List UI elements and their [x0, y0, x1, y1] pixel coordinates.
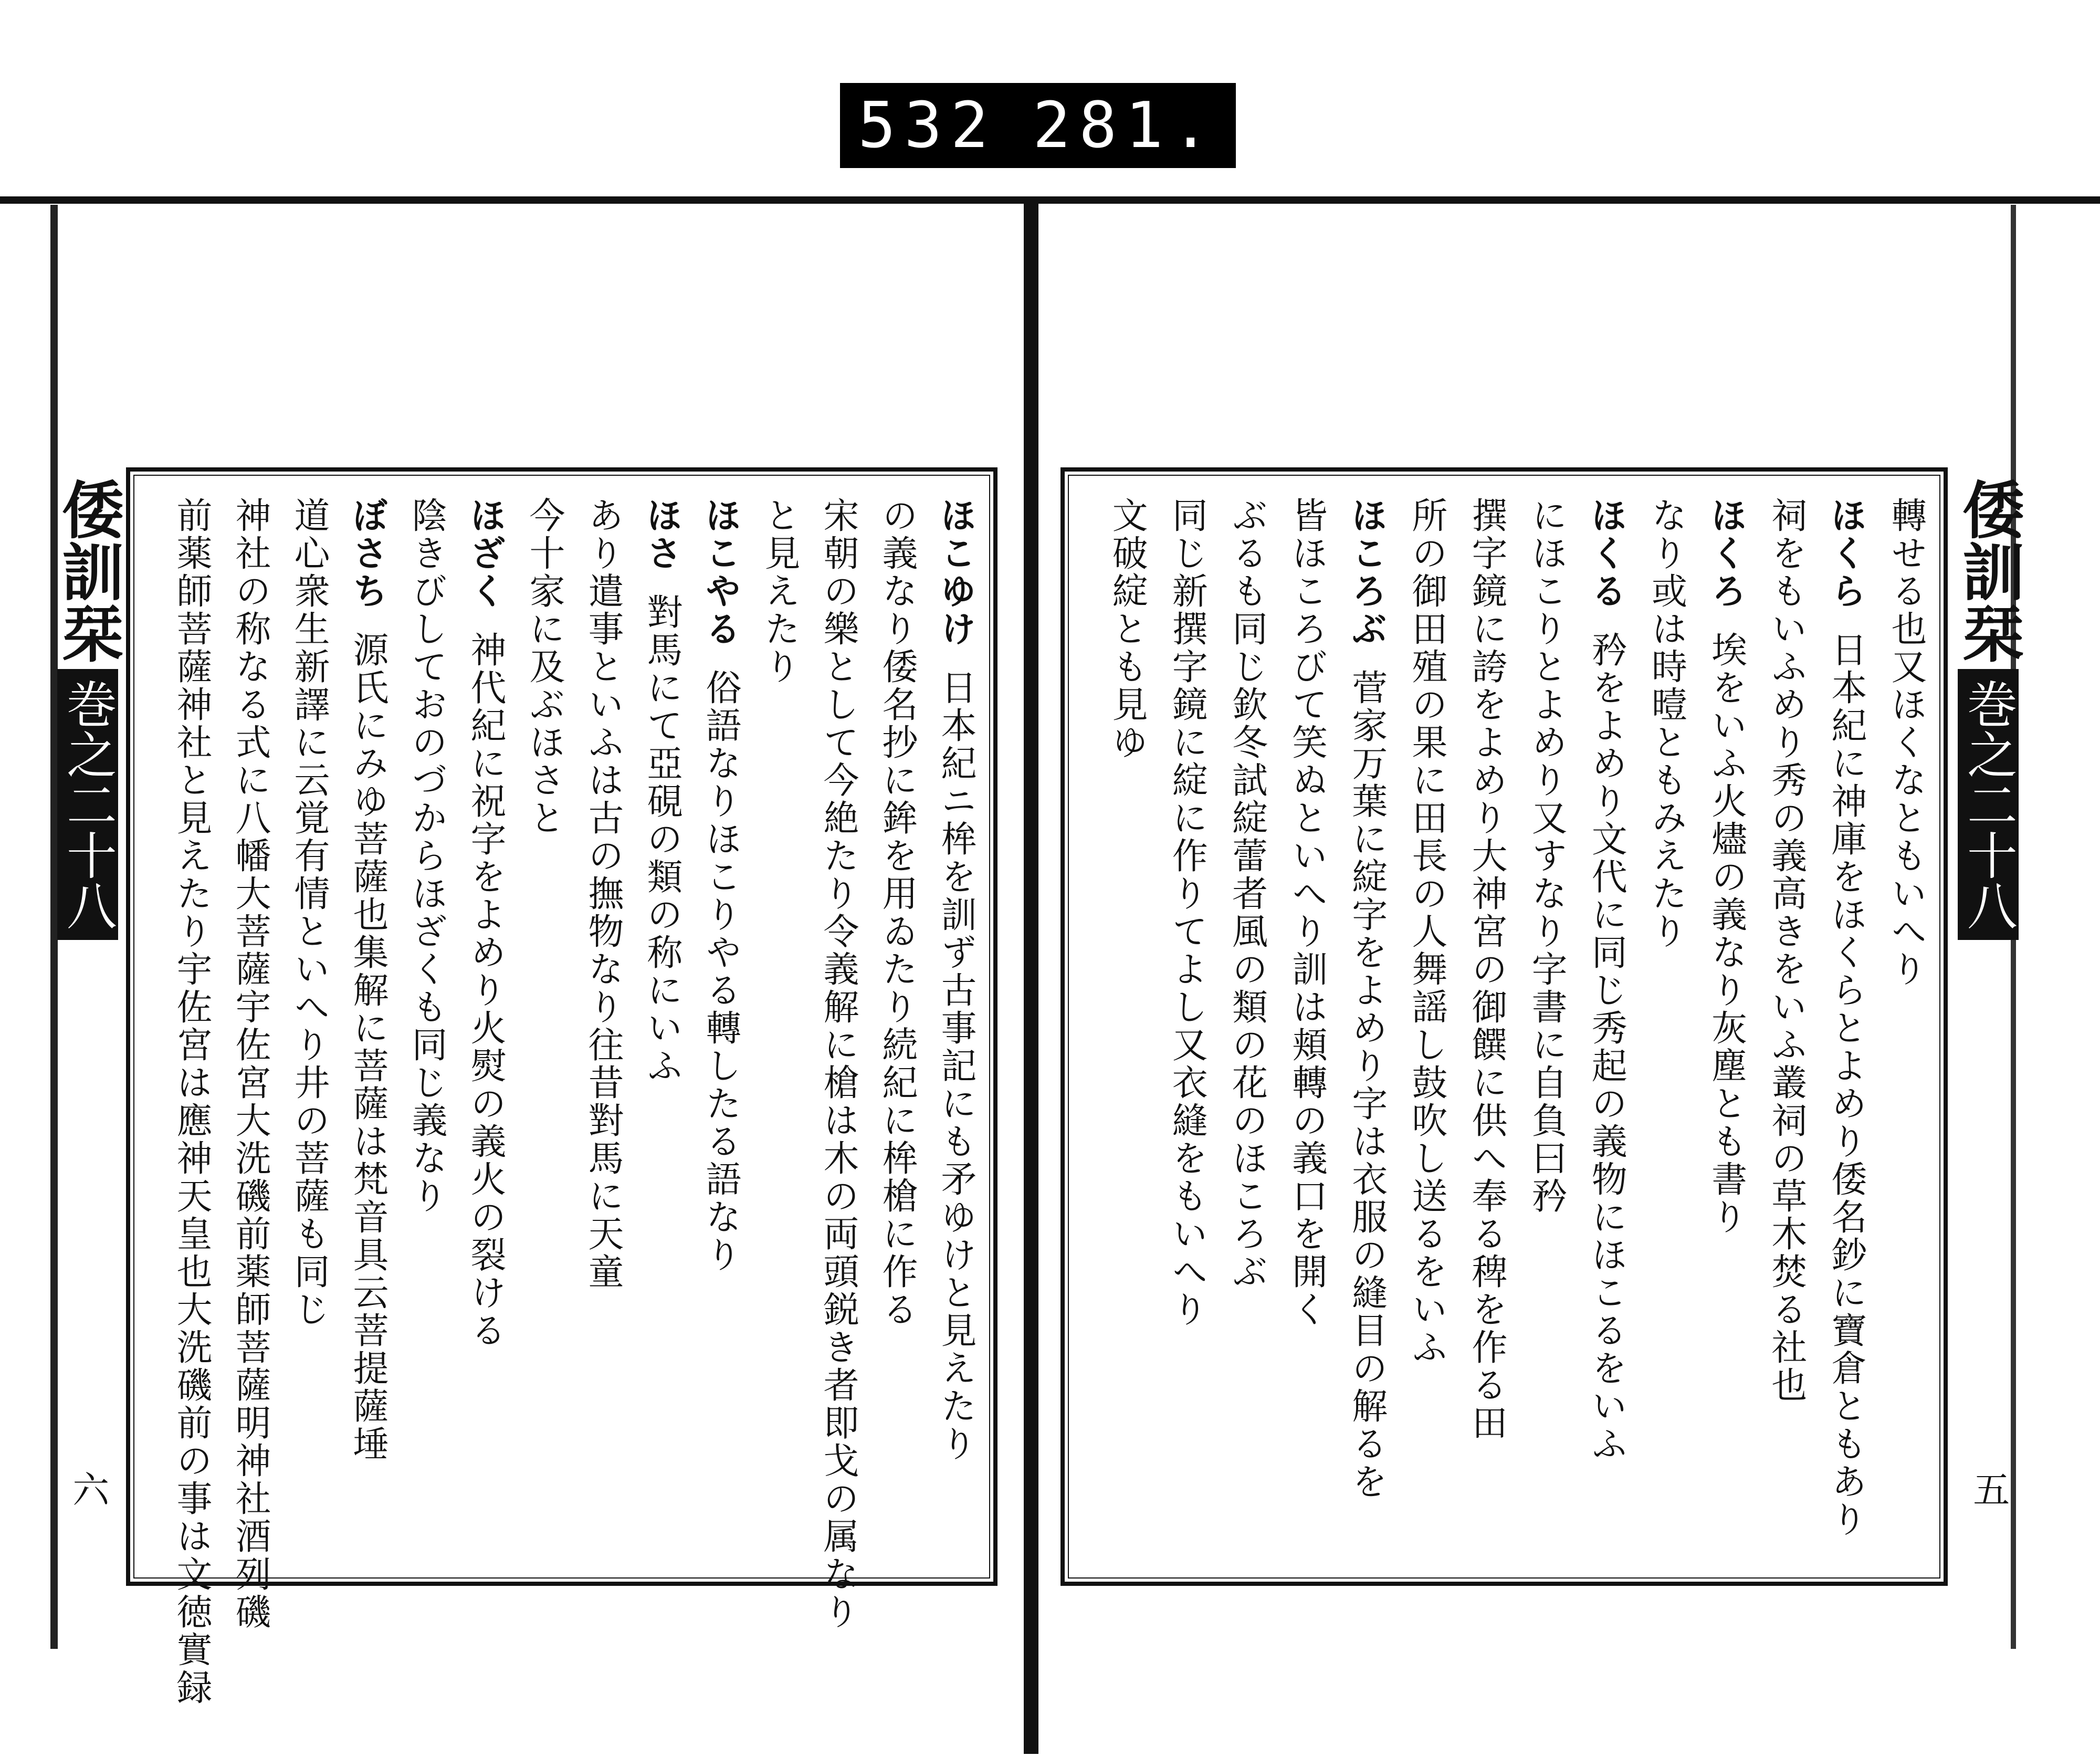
entry-text: 祠をもいふめり秀の義高きをいふ叢祠の草木焚る社也: [1765, 497, 1807, 1404]
headword: ほさ: [640, 497, 682, 572]
text-column: [1286, 497, 1328, 1329]
text-column: [759, 497, 800, 686]
entry-text: なり或は時曀ともみえたり: [1645, 497, 1687, 950]
book-title: 倭訓栞: [1951, 478, 2025, 664]
book-title: 倭訓栞: [51, 478, 124, 664]
headword: ほくら: [1824, 497, 1867, 610]
text-column: [288, 497, 330, 1329]
entry-text: 菅家万葉に綻字をよめり字は衣服の縫目の解るを: [1346, 669, 1388, 1501]
text-column: [1824, 497, 1867, 1539]
reel-number: 532: [858, 89, 997, 162]
text-column: [1645, 497, 1687, 950]
headword: ほざく: [464, 497, 506, 610]
folio-number: 五: [1967, 1470, 2010, 1507]
entry-text: ぶるも同じ欽冬試綻蕾者風の類の花のほころぶ: [1226, 497, 1268, 1291]
headword: ほこやる: [699, 497, 741, 648]
entry-text: 撰字鏡に誇をよめり大神宮の御饌に供へ奉る稗を作る田: [1466, 497, 1507, 1442]
left-page-edge-title: [48, 478, 127, 1570]
entry-text: 日本紀に神庫をほくらとよめり倭名鈔に寶倉ともあり: [1825, 631, 1867, 1539]
entry-text: 道心衆生新譯に云覚有情といへり井の菩薩も同じ: [288, 497, 330, 1329]
text-column: [464, 497, 506, 1350]
text-column: [699, 497, 741, 1274]
text-column: [1585, 497, 1628, 1463]
text-column: [1526, 497, 1568, 1215]
headword: ほくる: [1585, 497, 1628, 610]
text-column: [817, 497, 859, 1631]
text-column: [640, 497, 682, 1085]
entry-text: 轉せる也又ほくなともいへり: [1885, 497, 1927, 988]
entry-text: 對馬にて亞硯の類の称にいふ: [641, 593, 682, 1085]
entry-text: にほこりとよめり又すなり字書に自負曰矜: [1526, 497, 1568, 1215]
text-column: [1345, 497, 1388, 1501]
entry-text: 宋朝の樂として今絶たり令義解に槍は木の両頭鋭き者即戈の属なり: [817, 497, 859, 1631]
text-column: [1106, 497, 1148, 761]
entry-text: 矜をよめり文代に同じ秀起の義物にほこるをいふ: [1586, 631, 1628, 1463]
entry-text: 日本紀ニ桙を訓ず古事記にも矛ゆけと見えたり: [935, 669, 976, 1463]
right-page: [1060, 467, 1948, 1586]
entry-text: の義なり倭名抄に鉾を用ゐたり続紀に桙槍に作る: [876, 497, 918, 1329]
text-column: [934, 497, 976, 1463]
binding-rule: [0, 196, 2100, 204]
text-column: [1885, 497, 1927, 988]
text-column: [1226, 497, 1268, 1291]
text-column: [1466, 497, 1507, 1442]
entry-text: 前薬師菩薩神社と見えたり宇佐宮は應神天皇也大洗磯前の事は文徳實録: [171, 497, 212, 1707]
entry-text: 文破綻とも見ゆ: [1106, 497, 1148, 761]
text-column: [523, 497, 565, 837]
entry-text: 埃をいふ火燼の義なり灰塵とも書り: [1705, 631, 1747, 1236]
frame-number-label: [840, 83, 1236, 168]
headword: ほくろ: [1705, 497, 1747, 610]
gutter: [1024, 200, 1038, 1754]
entry-text: 陰きびしておのづからほざくも同じ義なり: [406, 497, 447, 1215]
entry-text: 皆ほころびて笑ぬといへり訓は頬轉の義口を開く: [1286, 497, 1328, 1329]
text-column: [1705, 497, 1747, 1236]
text-column: [1405, 497, 1447, 1366]
entry-text: 所の御田殖の果に田長の人舞謡し鼓吹し送るをいふ: [1405, 497, 1447, 1366]
text-column: [229, 497, 271, 1631]
entry-text: 神社の称なる式に八幡大菩薩宇佐宮大洗磯前薬師菩薩明神社酒列磯: [229, 497, 271, 1631]
entry-text: 同じ新撰字鏡に綻に作りてよし又衣縫をもいへり: [1166, 497, 1208, 1329]
entry-text: 俗語なりほこりやる轉したる語なり: [700, 669, 741, 1274]
text-column: [1765, 497, 1807, 1404]
right-page-text-block: [1068, 475, 1940, 1579]
headword: ほころぶ: [1345, 497, 1388, 648]
entry-text: 今十家に及ぶほさと: [523, 497, 565, 837]
text-column: [406, 497, 447, 1215]
left-page-text-block: [133, 475, 990, 1707]
text-column: [876, 497, 918, 1329]
text-column: [582, 497, 624, 1291]
entry-text: 神代紀に祝字をよめり火熨の義火の裂ける: [465, 631, 506, 1350]
text-column: [171, 497, 212, 1707]
entry-text: と見えたり: [759, 497, 800, 686]
entry-text: 源氏にみゆ菩薩也集解に菩薩は梵音具云菩提薩埵: [347, 631, 388, 1463]
entry-text: あり遣事といふは古の撫物なり往昔對馬に天童: [582, 497, 624, 1291]
right-page-edge-title: [1949, 478, 2028, 1570]
frame-number: 281.: [1032, 89, 1218, 162]
volume-label: 巻之二十八: [57, 669, 119, 940]
headword: ぼさち: [346, 497, 388, 610]
headword: ほこゆけ: [934, 497, 976, 648]
left-page: [126, 467, 998, 1707]
text-column: [346, 497, 388, 1463]
volume-label: 巻之二十八: [1958, 669, 2019, 940]
text-column: [1166, 497, 1208, 1329]
folio-number: 六: [66, 1470, 110, 1507]
